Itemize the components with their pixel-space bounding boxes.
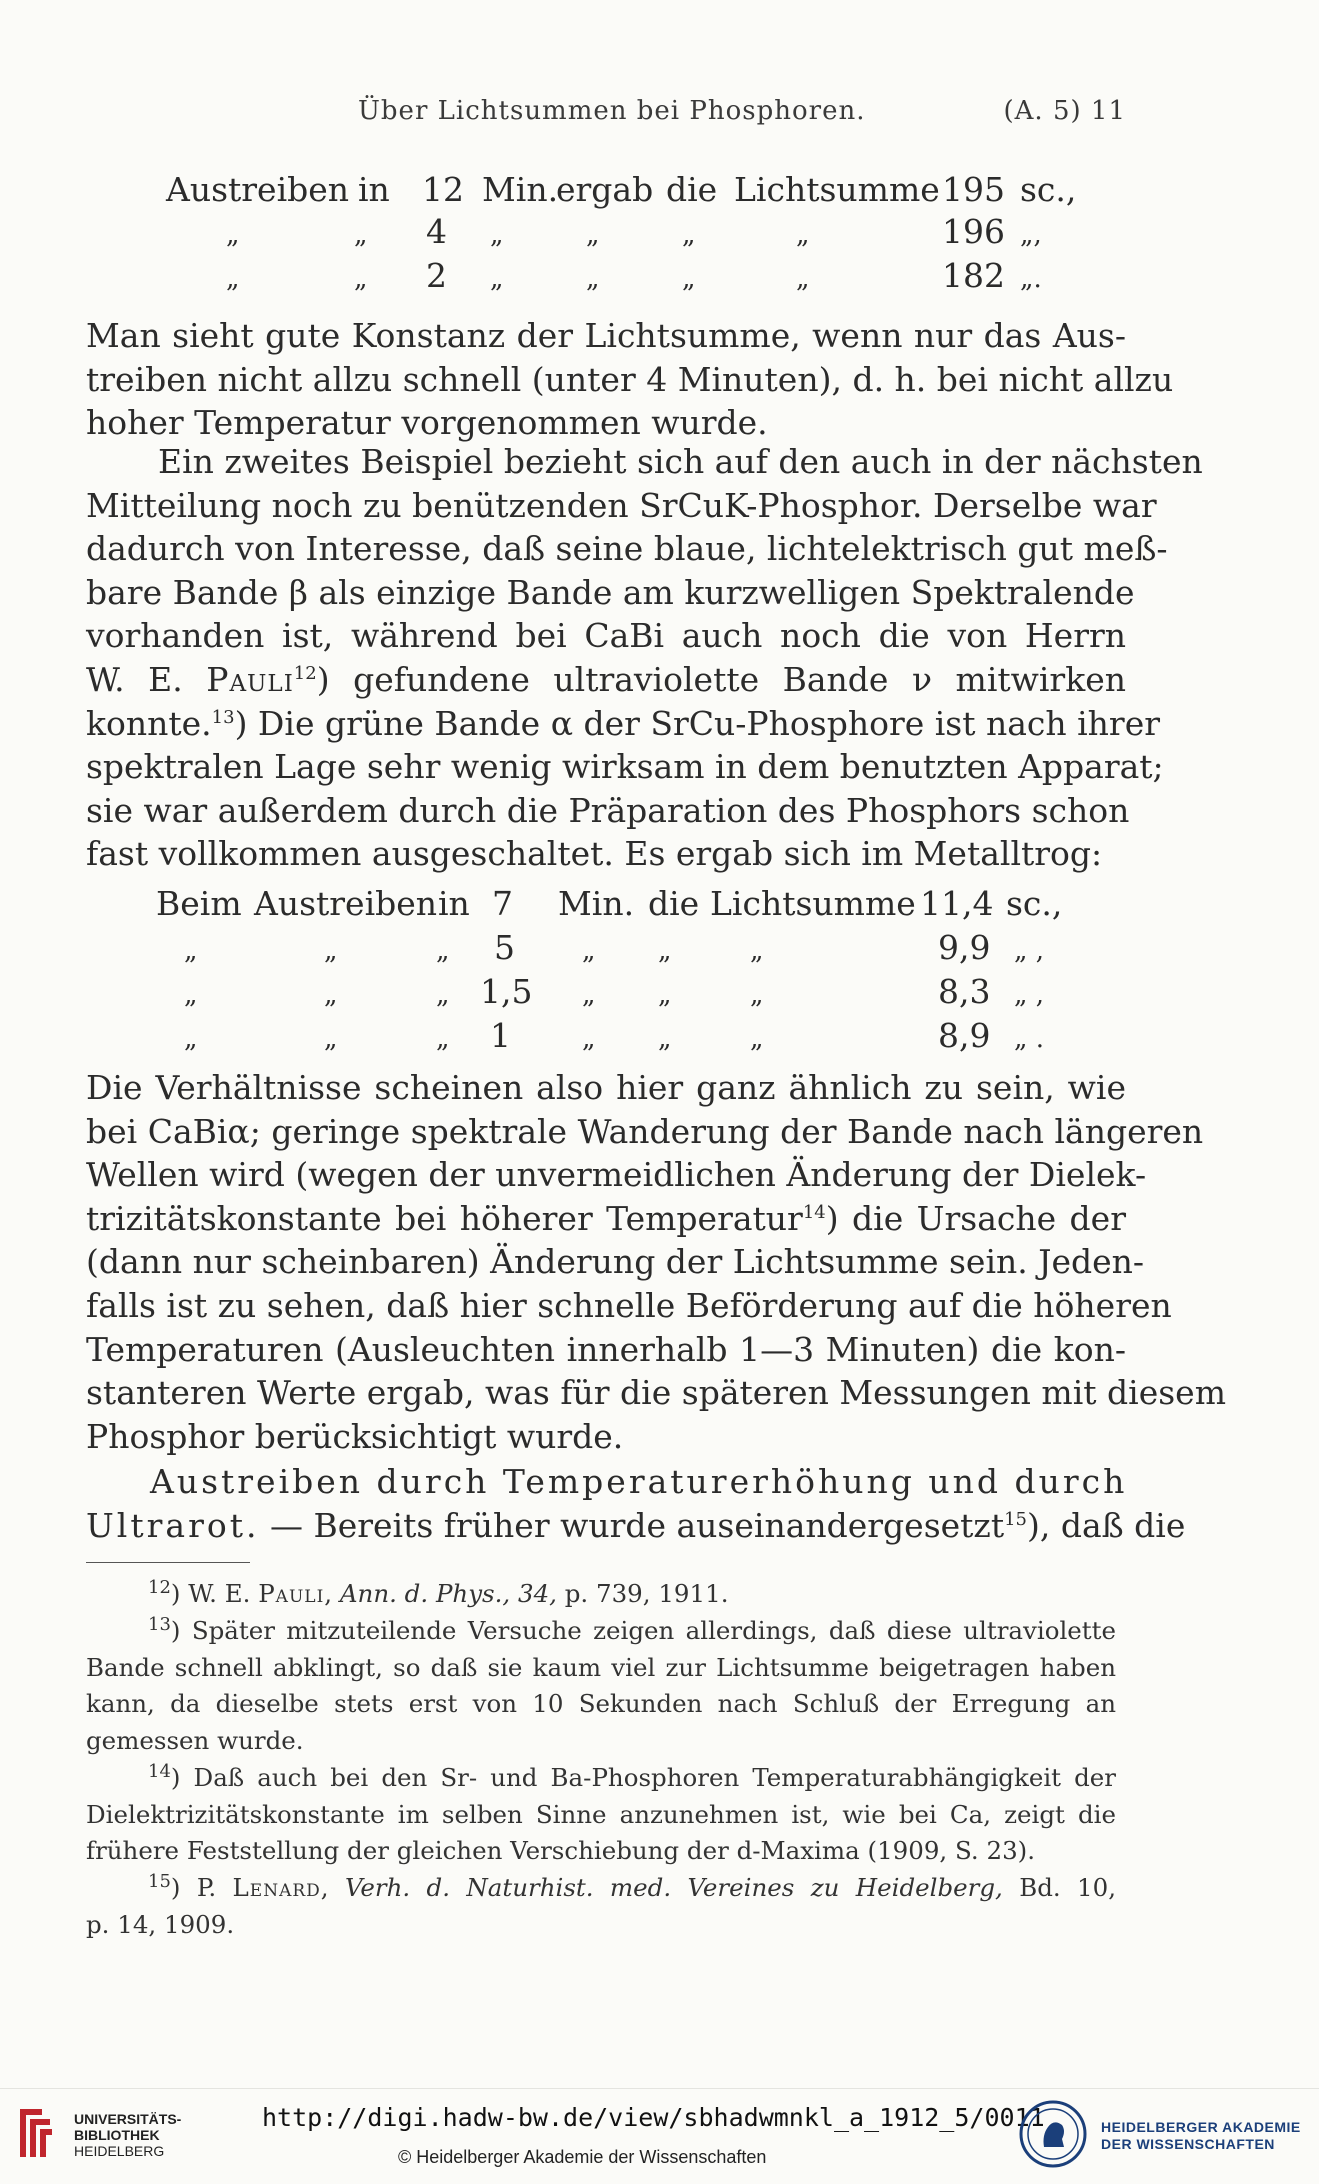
footnote-ref: 14 bbox=[802, 1201, 826, 1223]
ditto-mark: „ bbox=[436, 936, 450, 966]
permalink-url[interactable]: http://digi.hadw-bw.de/view/sbhadwmnkl_a_1912_5/0011 bbox=[262, 2103, 1045, 2132]
paragraph bbox=[86, 1066, 1226, 1458]
author-name: Pauli bbox=[206, 659, 294, 699]
text: ), daß die bbox=[1027, 1505, 1186, 1545]
author-name: Pauli bbox=[258, 1579, 325, 1608]
text-line: Temperaturen (Ausleuchten innerhalb 1—3 Minuten) die kon- bbox=[86, 1329, 1126, 1369]
ditto-mark: „ bbox=[658, 980, 672, 1010]
paragraph bbox=[86, 314, 1174, 445]
cell: Beim bbox=[156, 884, 242, 923]
cell: sc., bbox=[1020, 170, 1077, 209]
copyright-notice: © Heidelberger Akademie der Wissenschaften bbox=[398, 2147, 767, 2167]
cell: Lichtsumme bbox=[710, 884, 916, 923]
text-line: Mitteilung noch zu benützenden SrCuK-Phosphor. Derselbe war bbox=[86, 485, 1157, 525]
ditto-mark: „ bbox=[796, 264, 810, 294]
text-line bbox=[86, 1504, 1186, 1548]
ditto-mark: „ bbox=[354, 264, 368, 294]
ditto-mark: „ , bbox=[1014, 980, 1044, 1010]
spaced-heading: Austreiben durch Temperaturerhöhung und durch bbox=[150, 1462, 1128, 1501]
footnote-13 bbox=[86, 1613, 1116, 1759]
text: Bd. 10, bbox=[1002, 1873, 1117, 1902]
text-line: bei CaBiα; geringe spektrale Wanderung der Bande nach längeren bbox=[86, 1111, 1204, 1151]
page-number: (A. 5) 11 bbox=[1003, 96, 1126, 126]
library-line: UNIVERSITÄTS- bbox=[74, 2111, 182, 2127]
running-header bbox=[86, 96, 1126, 136]
ditto-mark: „ bbox=[436, 980, 450, 1010]
cell: 4 bbox=[426, 212, 447, 251]
ditto-mark: „ bbox=[354, 220, 368, 250]
measurement-row bbox=[86, 212, 1126, 254]
text-line: Ein zweites Beispiel bezieht sich auf den auch in der nächsten bbox=[158, 442, 1203, 481]
cell: 196 bbox=[942, 212, 1005, 251]
cell: in bbox=[358, 170, 390, 209]
ditto-mark: „ bbox=[324, 980, 338, 1010]
text: , bbox=[320, 1873, 345, 1902]
footnote-14 bbox=[86, 1760, 1116, 1870]
text: W. E. bbox=[86, 659, 207, 699]
measurement-row bbox=[86, 928, 1126, 970]
cell: 12 bbox=[422, 170, 464, 209]
cell: 195 bbox=[942, 170, 1005, 209]
footnote-mark: 14 bbox=[148, 1760, 171, 1782]
footnote-ref: 15 bbox=[1004, 1508, 1027, 1530]
cell: Min. bbox=[558, 884, 635, 923]
footnote-ref: 12 bbox=[293, 662, 317, 684]
text-line: (dann nur scheinbaren) Änderung der Lichtsumme sein. Jeden- bbox=[86, 1242, 1145, 1282]
text-line bbox=[86, 658, 1126, 702]
text: ) gefundene ultraviolette Bande ν mitwirken bbox=[316, 659, 1126, 699]
ditto-mark: „ bbox=[750, 980, 764, 1010]
footnote-mark: 15 bbox=[148, 1870, 171, 1892]
ditto-mark: „ bbox=[658, 936, 672, 966]
text: — Bereits früher wurde auseinandergesetzt bbox=[259, 1505, 1005, 1545]
measurement-row bbox=[86, 972, 1126, 1014]
cell: 8,3 bbox=[938, 972, 991, 1011]
paragraph bbox=[86, 440, 1203, 876]
footnote-mark: 12 bbox=[148, 1576, 171, 1598]
academy-seal-icon bbox=[1018, 2099, 1088, 2169]
text-line: frühere Feststellung der gleichen Verschiebung der d-Maxima (1909, S. 23). bbox=[86, 1836, 1036, 1865]
cell: 9,9 bbox=[938, 928, 991, 967]
academy-line: DER WISSENSCHAFTEN bbox=[1101, 2136, 1275, 2152]
text: ) W. E. bbox=[170, 1579, 259, 1608]
text-line bbox=[86, 702, 1161, 746]
ditto-mark: „, bbox=[1020, 220, 1042, 250]
text-line: spektralen Lage sehr wenig wirksam in dem benutzten Apparat; bbox=[86, 747, 1164, 787]
cell: 182 bbox=[942, 256, 1005, 295]
academy-name bbox=[1101, 2119, 1301, 2153]
cell: in bbox=[438, 884, 470, 923]
ditto-mark: „ bbox=[184, 1024, 198, 1054]
cell: Austreiben bbox=[166, 170, 350, 209]
text-line: Bande schnell abklingt, so daß sie kaum viel zur Lichtsumme beigetragen haben bbox=[86, 1652, 1116, 1682]
cell: 1,5 bbox=[480, 972, 533, 1011]
text-line: Die Verhältnisse scheinen also hier ganz ähnlich zu sein, wie bbox=[86, 1068, 1126, 1107]
cell: 1 bbox=[490, 1016, 511, 1055]
measurement-row bbox=[86, 170, 1126, 212]
text: ) die Ursache der bbox=[825, 1198, 1126, 1238]
measurement-row bbox=[86, 256, 1126, 298]
ditto-mark: „ bbox=[490, 264, 504, 294]
cell: 7 bbox=[492, 884, 513, 923]
ditto-mark: „ bbox=[586, 264, 600, 294]
cell: 8,9 bbox=[938, 1016, 991, 1055]
cell: Min. bbox=[482, 170, 559, 209]
text-line bbox=[86, 1197, 1126, 1241]
ditto-mark: „ bbox=[586, 220, 600, 250]
text-line: Man sieht gute Konstanz der Lichtsumme, wenn nur das Aus- bbox=[86, 316, 1126, 355]
ditto-mark: „ bbox=[436, 1024, 450, 1054]
ditto-mark: „ bbox=[796, 220, 810, 250]
text: ) Später mitzuteilende Versuche zeigen allerdings, daß diese ultraviolette bbox=[170, 1616, 1116, 1645]
measurement-row bbox=[86, 1016, 1126, 1058]
text: p. 739, 1911. bbox=[556, 1579, 729, 1608]
university-library-name bbox=[74, 2111, 181, 2159]
cell: sc., bbox=[1006, 884, 1063, 923]
text: konnte. bbox=[86, 703, 212, 743]
text-line: dadurch von Interesse, daß seine blaue, lichtelektrisch gut meß- bbox=[86, 529, 1168, 569]
text-line: p. 14, 1909. bbox=[86, 1909, 235, 1939]
ditto-mark: „ bbox=[324, 936, 338, 966]
text-line: treiben nicht allzu schnell (unter 4 Minuten), d. h. bei nicht allzu bbox=[86, 359, 1174, 399]
journal-title: Verh. d. Naturhist. med. Vereines zu Heidelberg, bbox=[344, 1873, 1003, 1902]
cell: die bbox=[648, 884, 700, 923]
footnote-12 bbox=[86, 1576, 1116, 1613]
ditto-mark: „ bbox=[324, 1024, 338, 1054]
author-name: Lenard bbox=[232, 1873, 321, 1902]
spaced-heading: Ultrarot. bbox=[86, 1505, 260, 1545]
footnote-ref: 13 bbox=[211, 706, 235, 728]
cell: 5 bbox=[494, 928, 515, 967]
ditto-mark: „. bbox=[1020, 264, 1042, 294]
measurement-row bbox=[86, 884, 1126, 926]
running-title: Über Lichtsummen bei Phosphoren. bbox=[358, 96, 866, 126]
ditto-mark: „ , bbox=[1014, 936, 1044, 966]
footnote-divider bbox=[86, 1562, 250, 1563]
text-line: Wellen wird (wegen der unvermeidlichen Änderung der Dielek- bbox=[86, 1155, 1147, 1195]
text-line: bare Bande β als einzige Bande am kurzwelligen Spektralende bbox=[86, 572, 1135, 612]
text-line: falls ist zu sehen, daß hier schnelle Beförderung auf die höheren bbox=[86, 1285, 1172, 1325]
ditto-mark: „ bbox=[226, 220, 240, 250]
ditto-mark: „ bbox=[750, 936, 764, 966]
ditto-mark: „ . bbox=[1014, 1024, 1044, 1054]
text-line: fast vollkommen ausgeschaltet. Es ergab sich im Metalltrog: bbox=[86, 834, 1103, 874]
text: ) Daß auch bei den Sr- und Ba-Phosphoren Temperaturabhängigkeit der bbox=[170, 1763, 1116, 1792]
ditto-mark: „ bbox=[226, 264, 240, 294]
library-line: HEIDELBERG bbox=[74, 2143, 165, 2159]
cell: ergab bbox=[556, 170, 654, 209]
text-line: sie war außerdem durch die Präparation des Phosphors schon bbox=[86, 790, 1130, 830]
text-line: vorhanden ist, während bei CaBi auch noch die von Herrn bbox=[86, 616, 1126, 656]
ditto-mark: „ bbox=[658, 1024, 672, 1054]
text-line: gemessen wurde. bbox=[86, 1725, 304, 1755]
footnote-15 bbox=[86, 1870, 1116, 1943]
viewer-footer bbox=[0, 2088, 1319, 2184]
text: trizitätskonstante bei höherer Temperatur bbox=[86, 1198, 803, 1238]
ditto-mark: „ bbox=[750, 1024, 764, 1054]
cell: Austreiben bbox=[254, 884, 438, 923]
library-line: BIBLIOTHEK bbox=[74, 2127, 160, 2143]
cell: Lichtsumme bbox=[734, 170, 940, 209]
university-library-logo-icon bbox=[12, 2103, 56, 2163]
journal-title: Ann. d. Phys., 34, bbox=[339, 1579, 557, 1608]
ditto-mark: „ bbox=[582, 936, 596, 966]
ditto-mark: „ bbox=[682, 220, 696, 250]
text: ) P. bbox=[170, 1873, 233, 1902]
text: ) Die grüne Bande α der SrCu-Phosphore ist nach ihrer bbox=[234, 703, 1161, 743]
text-line: kann, da dieselbe stets erst von 10 Sekunden nach Schluß der Erregung an bbox=[86, 1689, 1116, 1718]
section-paragraph bbox=[86, 1460, 1186, 1547]
footnote-mark: 13 bbox=[148, 1613, 171, 1635]
ditto-mark: „ bbox=[490, 220, 504, 250]
cell: 2 bbox=[426, 256, 447, 295]
text-line: hoher Temperatur vorgenommen wurde. bbox=[86, 403, 768, 443]
text-line: stanteren Werte ergab, was für die späteren Messungen mit diesem bbox=[86, 1373, 1226, 1413]
ditto-mark: „ bbox=[582, 1024, 596, 1054]
cell: die bbox=[666, 170, 718, 209]
ditto-mark: „ bbox=[582, 980, 596, 1010]
ditto-mark: „ bbox=[682, 264, 696, 294]
text-line: Phosphor berücksichtigt wurde. bbox=[86, 1416, 624, 1456]
text: , bbox=[324, 1579, 340, 1608]
ditto-mark: „ bbox=[184, 936, 198, 966]
ditto-mark: „ bbox=[184, 980, 198, 1010]
academy-line: HEIDELBERGER AKADEMIE bbox=[1101, 2119, 1301, 2135]
text-line: Dielektrizitätskonstante im selben Sinne anzunehmen ist, wie bei Ca, zeigt die bbox=[86, 1799, 1116, 1829]
cell: 11,4 bbox=[920, 884, 994, 923]
